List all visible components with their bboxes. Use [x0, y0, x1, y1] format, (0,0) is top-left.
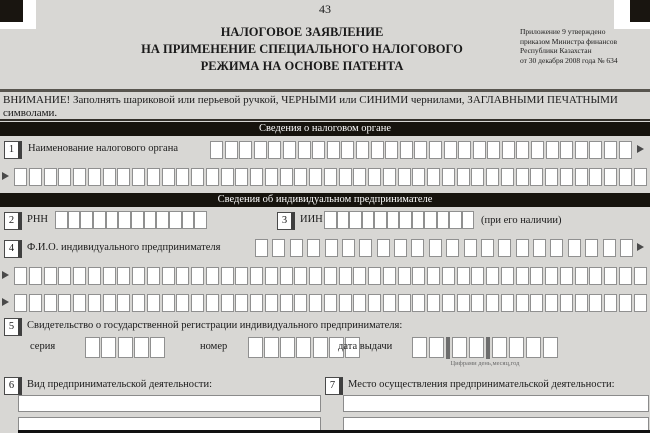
char-box[interactable] [543, 337, 558, 358]
char-box[interactable] [437, 211, 450, 229]
char-box[interactable] [93, 211, 106, 229]
page-number: 43 [319, 2, 331, 16]
char-box[interactable] [14, 294, 27, 312]
char-box[interactable] [103, 267, 116, 285]
char-box[interactable] [446, 239, 459, 257]
seria-boxes [85, 337, 165, 359]
fill-instructions: ВНИМАНИЕ! Заполнять шариковой или перьевой ручкой, ЧЕРНЫМИ или СИНИМИ чернилами, ЗАГЛАВНЫМИ ПЕЧАТНЫМИ символами. [3, 94, 618, 119]
char-box[interactable] [471, 168, 484, 186]
char-box[interactable] [634, 294, 647, 312]
row-continuation-arrow [2, 298, 9, 306]
char-box[interactable] [235, 294, 248, 312]
char-box[interactable] [530, 267, 543, 285]
issue-date-label: дата выдачи [338, 341, 393, 352]
char-box[interactable] [248, 337, 263, 358]
char-box[interactable] [339, 267, 352, 285]
char-box[interactable] [604, 141, 617, 159]
char-box[interactable] [325, 239, 338, 257]
activity-place-input-1[interactable] [343, 395, 649, 412]
char-box[interactable] [620, 239, 633, 257]
field-5-number: 5 [4, 318, 22, 336]
char-box[interactable] [255, 239, 268, 257]
char-box[interactable] [575, 168, 588, 186]
char-box[interactable] [156, 211, 169, 229]
char-box[interactable] [481, 239, 494, 257]
char-box[interactable] [487, 141, 500, 159]
char-box[interactable] [492, 337, 507, 358]
date-year-boxes [492, 337, 558, 359]
field-6-number: 6 [4, 377, 22, 395]
char-box[interactable] [400, 141, 413, 159]
iin-availability-note: (при его наличии) [481, 215, 562, 226]
date-separator [486, 337, 490, 359]
char-box[interactable] [221, 294, 234, 312]
char-box[interactable] [462, 211, 475, 229]
field-1-number: 1 [4, 141, 22, 159]
char-box[interactable] [103, 294, 116, 312]
seria-label: серия [30, 341, 56, 352]
char-box[interactable] [206, 168, 219, 186]
char-box[interactable] [324, 267, 337, 285]
char-box[interactable] [356, 141, 369, 159]
char-box[interactable] [191, 168, 204, 186]
char-box[interactable] [575, 294, 588, 312]
char-box[interactable] [235, 168, 248, 186]
char-box[interactable] [339, 168, 352, 186]
char-box[interactable] [412, 211, 425, 229]
char-box[interactable] [68, 211, 81, 229]
char-box[interactable] [531, 141, 544, 159]
char-box[interactable] [353, 294, 366, 312]
header-divider [0, 89, 650, 92]
char-box[interactable] [162, 294, 175, 312]
field-7-label: Место осуществления предпринимательской деятельности: [348, 379, 615, 390]
field-3-number: 3 [277, 212, 295, 230]
form-title [137, 24, 467, 75]
char-box[interactable] [103, 168, 116, 186]
char-box[interactable] [469, 337, 484, 358]
char-box[interactable] [501, 294, 514, 312]
char-box[interactable] [427, 294, 440, 312]
char-box[interactable] [182, 211, 195, 229]
char-box[interactable] [394, 239, 407, 257]
row-continuation-arrow [2, 172, 9, 180]
char-box[interactable] [501, 267, 514, 285]
char-box[interactable] [132, 267, 145, 285]
char-box[interactable] [429, 141, 442, 159]
char-box[interactable] [516, 239, 529, 257]
char-box[interactable] [353, 267, 366, 285]
char-box[interactable] [268, 141, 281, 159]
char-box[interactable] [442, 267, 455, 285]
char-box[interactable] [429, 337, 444, 358]
char-box[interactable] [545, 294, 558, 312]
char-box[interactable] [471, 294, 484, 312]
char-box[interactable] [296, 337, 311, 358]
char-box[interactable] [486, 168, 499, 186]
field-2-number: 2 [4, 212, 22, 230]
char-box[interactable] [147, 267, 160, 285]
char-box[interactable] [313, 337, 328, 358]
row-continues-arrow [637, 243, 644, 251]
char-box[interactable] [362, 211, 375, 229]
char-box[interactable] [309, 168, 322, 186]
char-box[interactable] [147, 168, 160, 186]
char-box[interactable] [368, 294, 381, 312]
char-box[interactable] [132, 294, 145, 312]
char-box[interactable] [225, 141, 238, 159]
date-day-boxes [412, 337, 444, 359]
char-box[interactable] [371, 141, 384, 159]
char-box[interactable] [117, 267, 130, 285]
char-box[interactable] [327, 141, 340, 159]
char-box[interactable] [457, 294, 470, 312]
char-box[interactable] [169, 211, 182, 229]
char-box[interactable] [117, 168, 130, 186]
char-box[interactable] [342, 239, 355, 257]
char-box[interactable] [55, 211, 68, 229]
char-box[interactable] [619, 168, 632, 186]
field-5-label: Свидетельство о государственной регистрации индивидуального предпринимателя: [27, 320, 403, 331]
char-box[interactable] [634, 267, 647, 285]
char-box[interactable] [509, 337, 524, 358]
char-box[interactable] [294, 294, 307, 312]
char-box[interactable] [144, 211, 157, 229]
char-box[interactable] [235, 267, 248, 285]
char-box[interactable] [604, 168, 617, 186]
char-box[interactable] [324, 168, 337, 186]
char-box[interactable] [427, 267, 440, 285]
row-continuation-arrow [2, 271, 9, 279]
char-box[interactable] [206, 294, 219, 312]
approval-line1: Приложение 9 утверждено [520, 27, 606, 36]
char-box[interactable] [191, 294, 204, 312]
char-box[interactable] [516, 168, 529, 186]
char-box[interactable] [383, 168, 396, 186]
char-box[interactable] [412, 294, 425, 312]
char-box[interactable] [44, 168, 57, 186]
char-box[interactable] [307, 239, 320, 257]
char-box[interactable] [411, 239, 424, 257]
char-box[interactable] [14, 267, 27, 285]
char-box[interactable] [452, 337, 467, 358]
char-box[interactable] [604, 294, 617, 312]
form-title-line2: НА ПРИМЕНЕНИЕ СПЕЦИАЛЬНОГО НАЛОГОВОГО [141, 42, 463, 56]
row-continues-arrow [637, 145, 644, 153]
char-box[interactable] [368, 267, 381, 285]
char-box[interactable] [427, 168, 440, 186]
form-title-line3: РЕЖИМА НА ОСНОВЕ ПАТЕНТА [200, 59, 404, 73]
char-box[interactable] [385, 141, 398, 159]
char-box[interactable] [176, 267, 189, 285]
char-box[interactable] [254, 141, 267, 159]
char-box[interactable] [486, 267, 499, 285]
char-box[interactable] [280, 294, 293, 312]
char-box[interactable] [604, 267, 617, 285]
activity-type-input-1[interactable] [18, 395, 321, 412]
field-7-number: 7 [325, 377, 343, 395]
char-box[interactable] [545, 168, 558, 186]
char-box[interactable] [312, 141, 325, 159]
char-box[interactable] [147, 294, 160, 312]
char-box[interactable] [368, 168, 381, 186]
char-box[interactable] [101, 337, 116, 358]
char-box[interactable] [442, 294, 455, 312]
char-box[interactable] [264, 337, 279, 358]
char-box[interactable] [29, 168, 42, 186]
char-box[interactable] [412, 168, 425, 186]
char-box[interactable] [132, 168, 145, 186]
char-box[interactable] [265, 168, 278, 186]
char-box[interactable] [353, 168, 366, 186]
char-box[interactable] [14, 168, 27, 186]
rnn-boxes [55, 211, 207, 230]
char-box[interactable] [250, 294, 263, 312]
char-box[interactable] [191, 267, 204, 285]
iin-boxes [324, 211, 474, 230]
char-box[interactable] [449, 211, 462, 229]
char-box[interactable] [442, 168, 455, 186]
tax-authority-name-boxes-cont [14, 168, 647, 187]
char-box[interactable] [589, 294, 602, 312]
char-box[interactable] [516, 141, 529, 159]
char-box[interactable] [131, 211, 144, 229]
char-box[interactable] [568, 239, 581, 257]
char-box[interactable] [280, 267, 293, 285]
char-box[interactable] [162, 168, 175, 186]
char-box[interactable] [560, 294, 573, 312]
issue-date-boxes [412, 337, 558, 359]
char-box[interactable] [560, 267, 573, 285]
char-box[interactable] [73, 294, 86, 312]
char-box[interactable] [309, 267, 322, 285]
char-box[interactable] [383, 294, 396, 312]
approval-line3: Республики Казахстан [520, 46, 592, 55]
char-box[interactable] [429, 239, 442, 257]
char-box[interactable] [398, 267, 411, 285]
char-box[interactable] [349, 211, 362, 229]
char-box[interactable] [176, 294, 189, 312]
char-box[interactable] [298, 141, 311, 159]
char-box[interactable] [619, 294, 632, 312]
char-box[interactable] [516, 267, 529, 285]
char-box[interactable] [29, 294, 42, 312]
nomer-label: номер [200, 341, 228, 352]
char-box[interactable] [265, 294, 278, 312]
char-box[interactable] [290, 239, 303, 257]
char-box[interactable] [398, 168, 411, 186]
char-box[interactable] [619, 267, 632, 285]
char-box[interactable] [280, 337, 295, 358]
section-rule-1 [0, 119, 650, 121]
char-box[interactable] [486, 294, 499, 312]
char-box[interactable] [374, 211, 387, 229]
fio-boxes [255, 239, 633, 258]
char-box[interactable] [444, 141, 457, 159]
char-box[interactable] [58, 267, 71, 285]
char-box[interactable] [383, 267, 396, 285]
char-box[interactable] [560, 141, 573, 159]
char-box[interactable] [206, 267, 219, 285]
char-box[interactable] [176, 168, 189, 186]
char-box[interactable] [533, 239, 546, 257]
char-box[interactable] [280, 168, 293, 186]
char-box[interactable] [457, 168, 470, 186]
char-box[interactable] [221, 267, 234, 285]
char-box[interactable] [575, 267, 588, 285]
field-4-label: Ф.И.О. индивидуального предпринимателя [27, 242, 221, 253]
char-box[interactable] [88, 168, 101, 186]
section-entrepreneur: Сведения об индивидуальном предпринимателе [0, 193, 650, 207]
char-box[interactable] [498, 239, 511, 257]
char-box[interactable] [398, 294, 411, 312]
char-box[interactable] [150, 337, 165, 358]
char-box[interactable] [589, 168, 602, 186]
char-box[interactable] [399, 211, 412, 229]
char-box[interactable] [117, 294, 130, 312]
char-box[interactable] [73, 168, 86, 186]
date-format-caption: Цифрами день,месяц,год [450, 360, 520, 367]
char-box[interactable] [516, 294, 529, 312]
fio-boxes-cont-2 [14, 294, 647, 313]
char-box[interactable] [585, 239, 598, 257]
char-box[interactable] [377, 239, 390, 257]
field-4-number: 4 [4, 240, 22, 258]
char-box[interactable] [272, 239, 285, 257]
char-box[interactable] [546, 141, 559, 159]
char-box[interactable] [526, 337, 541, 358]
char-box[interactable] [412, 337, 427, 358]
tax-authority-name-boxes [210, 141, 632, 160]
char-box[interactable] [44, 294, 57, 312]
char-box[interactable] [412, 267, 425, 285]
char-box[interactable] [339, 294, 352, 312]
char-box[interactable] [414, 141, 427, 159]
char-box[interactable] [80, 211, 93, 229]
char-box[interactable] [634, 168, 647, 186]
char-box[interactable] [502, 141, 515, 159]
char-box[interactable] [324, 211, 337, 229]
char-box[interactable] [589, 267, 602, 285]
form-title-line1: НАЛОГОВОЕ ЗАЯВЛЕНИЕ [220, 25, 384, 39]
char-box[interactable] [619, 141, 632, 159]
char-box[interactable] [424, 211, 437, 229]
field-2-label: РНН [27, 214, 49, 225]
approval-line2: приказом Министра финансов [520, 36, 617, 46]
char-box[interactable] [88, 294, 101, 312]
approval-line4: от 30 декабря 2008 года № 634 [520, 55, 618, 65]
char-box[interactable] [294, 267, 307, 285]
char-box[interactable] [464, 239, 477, 257]
char-box[interactable] [44, 267, 57, 285]
char-box[interactable] [359, 239, 372, 257]
char-box[interactable] [603, 239, 616, 257]
char-box[interactable] [162, 267, 175, 285]
char-box[interactable] [85, 337, 100, 358]
char-box[interactable] [387, 211, 400, 229]
char-box[interactable] [589, 141, 602, 159]
char-box[interactable] [337, 211, 350, 229]
char-box[interactable] [457, 267, 470, 285]
approval-note [520, 27, 648, 65]
char-box[interactable] [341, 141, 354, 159]
char-box[interactable] [501, 168, 514, 186]
char-box[interactable] [250, 267, 263, 285]
char-box[interactable] [283, 141, 296, 159]
char-box[interactable] [250, 168, 263, 186]
section-tax-authority: Сведения о налоговом органе [0, 122, 650, 136]
fio-boxes-cont-1 [14, 267, 647, 286]
char-box[interactable] [550, 239, 563, 257]
char-box[interactable] [58, 168, 71, 186]
char-box[interactable] [29, 267, 42, 285]
char-box[interactable] [134, 337, 149, 358]
char-box[interactable] [458, 141, 471, 159]
char-box[interactable] [221, 168, 234, 186]
char-box[interactable] [471, 267, 484, 285]
char-box[interactable] [118, 337, 133, 358]
char-box[interactable] [530, 168, 543, 186]
char-box[interactable] [58, 294, 71, 312]
date-separator [446, 337, 450, 359]
char-box[interactable] [560, 168, 573, 186]
char-box[interactable] [88, 267, 101, 285]
char-box[interactable] [210, 141, 223, 159]
char-box[interactable] [194, 211, 207, 229]
char-box[interactable] [575, 141, 588, 159]
char-box[interactable] [265, 267, 278, 285]
char-box[interactable] [473, 141, 486, 159]
char-box[interactable] [545, 267, 558, 285]
char-box[interactable] [118, 211, 131, 229]
date-month-boxes [452, 337, 484, 359]
field-6-label: Вид предпринимательской деятельности: [27, 379, 213, 390]
char-box[interactable] [106, 211, 119, 229]
char-box[interactable] [530, 294, 543, 312]
field-3-label: ИИН [300, 214, 323, 225]
char-box[interactable] [73, 267, 86, 285]
char-box[interactable] [309, 294, 322, 312]
char-box[interactable] [324, 294, 337, 312]
char-box[interactable] [294, 168, 307, 186]
field-1-label: Наименование налогового органа [28, 143, 178, 154]
char-box[interactable] [239, 141, 252, 159]
